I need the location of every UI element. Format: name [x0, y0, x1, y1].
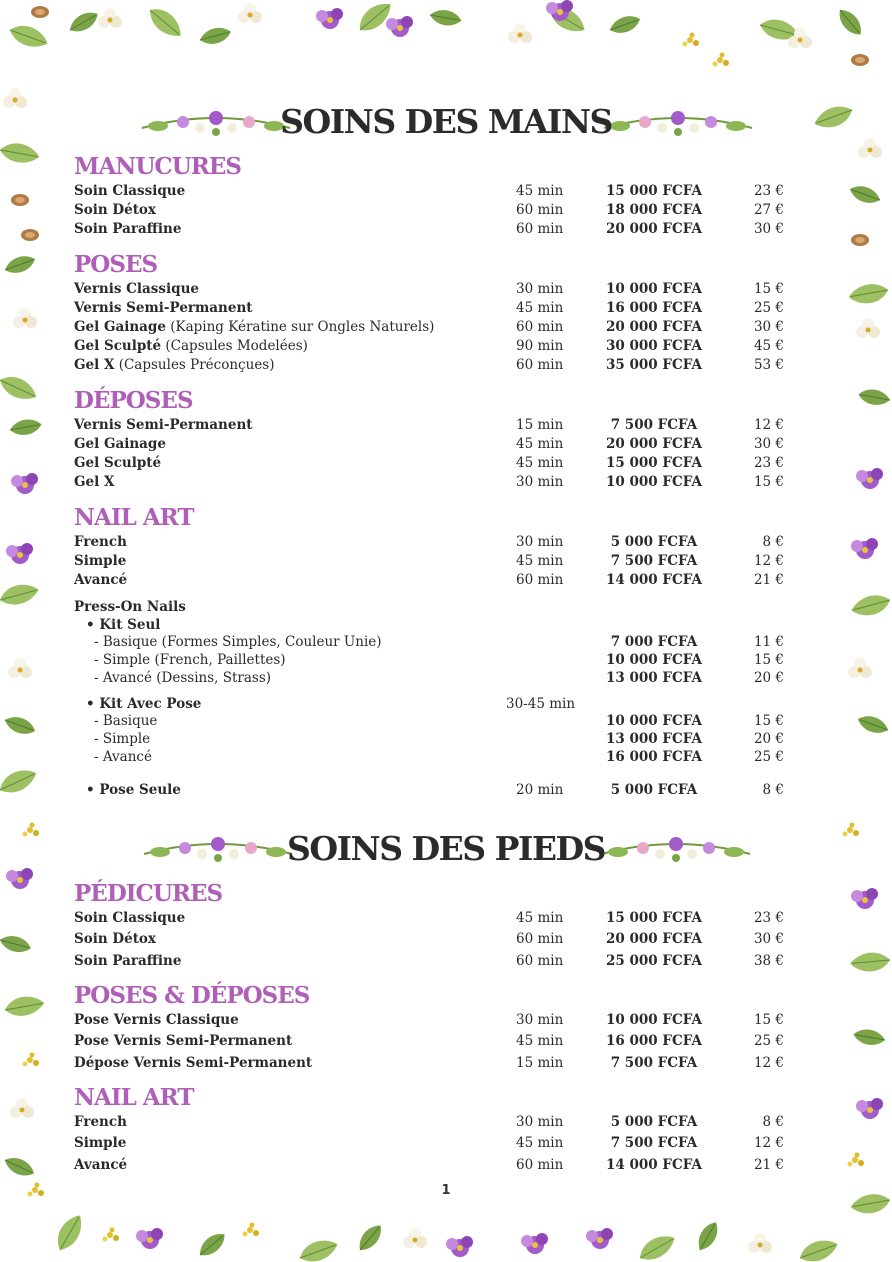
- price-row: [74, 652, 790, 671]
- service-label: Gel Gainage: [74, 436, 166, 452]
- price-fcfa: 10 000 FCFA: [606, 1012, 702, 1028]
- service-label: - Simple: [94, 731, 151, 747]
- service-name: [74, 357, 275, 373]
- duration: 45 min: [516, 455, 564, 471]
- service-label: Vernis Semi-Permanent: [74, 300, 253, 316]
- price-fcfa: 10 000 FCFA: [606, 281, 702, 297]
- price-row: [74, 455, 790, 474]
- duration: 30 min: [516, 534, 564, 550]
- price-eur: 25 €: [753, 1033, 784, 1049]
- service-label: Pose Vernis Classique: [74, 1012, 239, 1028]
- price-fcfa: 20 000 FCFA: [606, 319, 702, 335]
- presson-heading-row: [74, 599, 790, 618]
- price-fcfa: 20 000 FCFA: [606, 221, 702, 237]
- service-label: Gel Gainage: [74, 319, 166, 335]
- service-label: Gel X: [74, 357, 115, 373]
- service-label: - Avancé: [94, 749, 152, 765]
- service-label: - Basique (Formes Simples, Couleur Unie): [94, 634, 382, 650]
- price-fcfa: 13 000 FCFA: [606, 731, 702, 747]
- service-label: Soin Paraffine: [74, 221, 182, 237]
- service-note: (Capsules Modelées): [161, 338, 308, 354]
- service-name: [74, 931, 156, 947]
- service-label: Soin Classique: [74, 910, 186, 926]
- duration: 15 min: [516, 1055, 564, 1071]
- price-eur: 15 €: [753, 652, 784, 668]
- service-label: Soin Classique: [74, 183, 186, 199]
- duration: 60 min: [516, 953, 564, 969]
- price-row: [74, 436, 790, 455]
- service-name: [74, 1157, 127, 1173]
- price-row: [74, 749, 790, 768]
- duration: 60 min: [516, 1157, 564, 1173]
- price-fcfa: 16 000 FCFA: [606, 300, 702, 316]
- service-label: Gel Sculpté: [74, 455, 162, 471]
- service-label: Gel Sculpté: [74, 338, 162, 354]
- service-label: Vernis Semi-Permanent: [74, 417, 253, 433]
- price-fcfa: 35 000 FCFA: [606, 357, 702, 373]
- price-row: [74, 417, 790, 436]
- price-eur: 38 €: [753, 953, 784, 969]
- price-row: [74, 281, 790, 300]
- price-row: [74, 474, 790, 493]
- service-name: [74, 281, 199, 297]
- price-eur: 12 €: [753, 553, 784, 569]
- price-eur: 12 €: [753, 417, 784, 433]
- price-row: [74, 1033, 790, 1052]
- price-row: [74, 670, 790, 689]
- duration: 30 min: [516, 1012, 564, 1028]
- price-eur: 21 €: [753, 572, 784, 588]
- price-row: [74, 731, 790, 750]
- price-eur: 27 €: [753, 202, 784, 218]
- duration: 60 min: [516, 319, 564, 335]
- duration: 90 min: [516, 338, 564, 354]
- price-fcfa: 7 500 FCFA: [610, 1135, 698, 1151]
- price-eur: 21 €: [753, 1157, 784, 1173]
- price-eur: 8 €: [762, 534, 784, 550]
- price-fcfa: 13 000 FCFA: [606, 670, 702, 686]
- section-title-mains: SOINS DES MAINS: [280, 102, 612, 141]
- duration: 30 min: [516, 1114, 564, 1130]
- service-label: Dépose Vernis Semi-Permanent: [74, 1055, 313, 1071]
- service-label: Soin Paraffine: [74, 953, 182, 969]
- price-fcfa: 7 500 FCFA: [610, 553, 698, 569]
- service-name: [74, 1135, 126, 1151]
- price-row: [74, 300, 790, 319]
- category-heading: DÉPOSES: [74, 387, 193, 414]
- price-fcfa: 5 000 FCFA: [610, 1114, 698, 1130]
- category-heading: POSES & DÉPOSES: [74, 982, 310, 1009]
- service-name: [74, 455, 161, 471]
- price-eur: 8 €: [762, 1114, 784, 1130]
- service-label: Soin Détox: [74, 202, 156, 218]
- price-row: [74, 953, 790, 972]
- duration: 15 min: [516, 417, 564, 433]
- service-label: French: [74, 534, 127, 550]
- pose-seule-row: [74, 782, 790, 801]
- price-fcfa: 7 000 FCFA: [610, 634, 698, 650]
- duration: 60 min: [516, 931, 564, 947]
- service-name: [74, 319, 434, 335]
- price-fcfa: 15 000 FCFA: [606, 455, 702, 471]
- duration: 30 min: [516, 474, 564, 490]
- price-eur: 15 €: [753, 474, 784, 490]
- price-fcfa: 7 500 FCFA: [610, 1055, 698, 1071]
- service-name: [74, 338, 308, 354]
- service-label: French: [74, 1114, 127, 1130]
- service-name: [74, 474, 114, 490]
- service-name: [74, 436, 166, 452]
- price-fcfa: 16 000 FCFA: [606, 749, 702, 765]
- service-label: Soin Détox: [74, 931, 156, 947]
- price-row: [74, 572, 790, 591]
- service-name: [74, 1055, 312, 1071]
- category-heading: MANUCURES: [74, 153, 242, 180]
- price-eur: 23 €: [753, 455, 784, 471]
- price-eur: 20 €: [753, 731, 784, 747]
- duration: 45 min: [516, 910, 564, 926]
- price-row: [74, 553, 790, 572]
- service-label: - Basique: [94, 713, 158, 729]
- price-eur: 11 €: [753, 634, 784, 650]
- price-row: [74, 534, 790, 553]
- price-eur: 23 €: [753, 183, 784, 199]
- price-fcfa: 5 000 FCFA: [610, 534, 698, 550]
- kit-seul-label: • Kit Seul: [86, 617, 161, 633]
- service-note: (Capsules Préconçues): [114, 357, 275, 373]
- service-name: [74, 534, 127, 550]
- service-label: Simple: [74, 553, 127, 569]
- duration: 45 min: [516, 553, 564, 569]
- price-fcfa: 20 000 FCFA: [606, 436, 702, 452]
- price-row: [74, 910, 790, 929]
- price-fcfa: 25 000 FCFA: [606, 953, 702, 969]
- service-name: [74, 183, 185, 199]
- price-eur: 15 €: [753, 1012, 784, 1028]
- price-fcfa: 18 000 FCFA: [606, 202, 702, 218]
- price-eur: 12 €: [753, 1055, 784, 1071]
- kit-pose-label: • Kit Avec Pose: [86, 696, 202, 712]
- service-name: [74, 910, 185, 926]
- category-heading: PÉDICURES: [74, 880, 223, 907]
- duration: 60 min: [516, 572, 564, 588]
- price-fcfa: 7 500 FCFA: [610, 417, 698, 433]
- service-label: Vernis Classique: [74, 281, 199, 297]
- pose-seule-label: • Pose Seule: [86, 782, 181, 798]
- duration: 45 min: [516, 1033, 564, 1049]
- price-fcfa: 5 000 FCFA: [610, 782, 698, 798]
- duration: 60 min: [516, 202, 564, 218]
- price-eur: 25 €: [753, 300, 784, 316]
- service-label: Gel X: [74, 474, 115, 490]
- service-name: [74, 553, 126, 569]
- duration: 45 min: [516, 1135, 564, 1151]
- category-heading: NAIL ART: [74, 1084, 194, 1111]
- price-row: [74, 319, 790, 338]
- price-fcfa: 15 000 FCFA: [606, 910, 702, 926]
- page-number: 1: [441, 1183, 451, 1198]
- price-row: [74, 357, 790, 376]
- service-label: Pose Vernis Semi-Permanent: [74, 1033, 293, 1049]
- price-eur: 30 €: [753, 221, 784, 237]
- service-name: [74, 1114, 127, 1130]
- price-fcfa: 14 000 FCFA: [606, 572, 702, 588]
- presson-heading: Press-On Nails: [74, 599, 186, 615]
- service-label: Simple: [74, 1135, 127, 1151]
- price-row: [74, 221, 790, 240]
- service-name: [94, 731, 150, 747]
- service-name: [74, 300, 253, 316]
- duration: 60 min: [516, 221, 564, 237]
- service-name: [94, 634, 382, 650]
- duration: 45 min: [516, 300, 564, 316]
- service-name: [74, 202, 156, 218]
- price-fcfa: 10 000 FCFA: [606, 474, 702, 490]
- service-name: [74, 1033, 292, 1049]
- kit-pose-duration: 30-45 min: [506, 696, 576, 712]
- duration: 45 min: [516, 436, 564, 452]
- service-name: [74, 1012, 239, 1028]
- price-fcfa: 10 000 FCFA: [606, 713, 702, 729]
- category-heading: NAIL ART: [74, 504, 194, 531]
- service-note: (Kaping Kératine sur Ongles Naturels): [165, 319, 435, 335]
- price-fcfa: 10 000 FCFA: [606, 652, 702, 668]
- service-name: [74, 417, 253, 433]
- price-row: [74, 634, 790, 653]
- service-label: - Avancé (Dessins, Strass): [94, 670, 272, 686]
- price-fcfa: 16 000 FCFA: [606, 1033, 702, 1049]
- price-fcfa: 15 000 FCFA: [606, 183, 702, 199]
- duration: 60 min: [516, 357, 564, 373]
- section-title-pieds: SOINS DES PIEDS: [287, 829, 605, 868]
- price-row: [74, 202, 790, 221]
- duration: 45 min: [516, 183, 564, 199]
- price-eur: 23 €: [753, 910, 784, 926]
- price-eur: 15 €: [753, 281, 784, 297]
- service-name: [74, 953, 181, 969]
- price-fcfa: 14 000 FCFA: [606, 1157, 702, 1173]
- price-eur: 8 €: [762, 782, 784, 798]
- service-name: [74, 221, 181, 237]
- service-label: - Simple (French, Paillettes): [94, 652, 286, 668]
- price-eur: 15 €: [753, 713, 784, 729]
- price-eur: 30 €: [753, 436, 784, 452]
- service-name: [94, 713, 157, 729]
- price-row: [74, 183, 790, 202]
- price-eur: 30 €: [753, 319, 784, 335]
- price-row: [74, 713, 790, 732]
- price-row: [74, 1157, 790, 1176]
- duration: 30 min: [516, 281, 564, 297]
- service-name: [94, 670, 271, 686]
- service-name: [74, 572, 127, 588]
- service-name: [94, 652, 286, 668]
- price-row: [74, 1114, 790, 1133]
- price-eur: 12 €: [753, 1135, 784, 1151]
- price-eur: 30 €: [753, 931, 784, 947]
- price-fcfa: 20 000 FCFA: [606, 931, 702, 947]
- service-name: [94, 749, 152, 765]
- duration: 20 min: [516, 782, 564, 798]
- price-fcfa: 30 000 FCFA: [606, 338, 702, 354]
- price-row: [74, 1055, 790, 1074]
- price-eur: 53 €: [753, 357, 784, 373]
- price-row: [74, 1012, 790, 1031]
- price-row: [74, 931, 790, 950]
- service-label: Avancé: [74, 1157, 128, 1173]
- service-label: Avancé: [74, 572, 128, 588]
- category-heading: POSES: [74, 251, 158, 278]
- price-eur: 25 €: [753, 749, 784, 765]
- price-eur: 45 €: [753, 338, 784, 354]
- price-row: [74, 338, 790, 357]
- price-eur: 20 €: [753, 670, 784, 686]
- price-row: [74, 1135, 790, 1154]
